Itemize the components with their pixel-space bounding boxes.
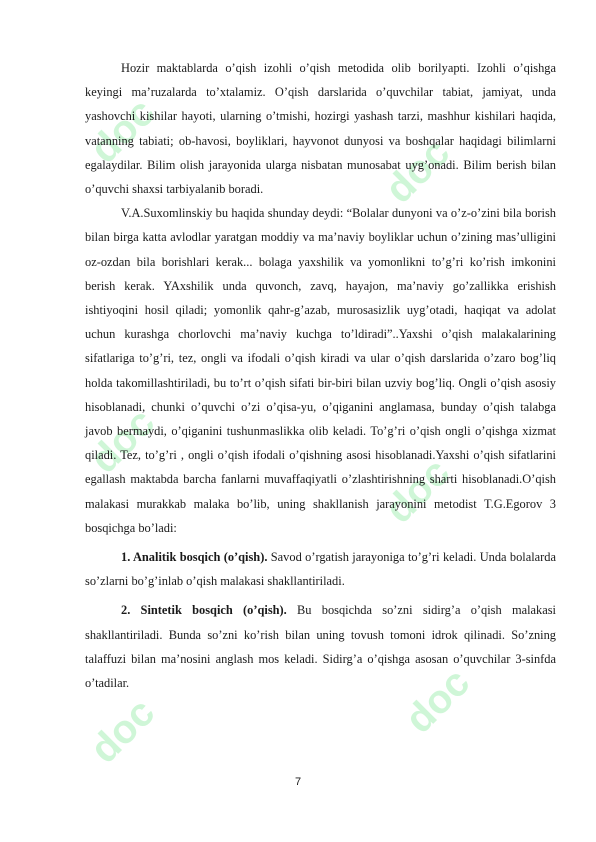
step-paragraph	[85, 545, 556, 593]
watermark-text: doc	[81, 400, 164, 482]
watermark-text: doc	[376, 130, 459, 212]
step-title: 1. Analitik bosqich (o’qish).	[121, 550, 268, 565]
watermark-text: doc	[81, 90, 164, 172]
step-text: Bu bosqichda so’zni sidirg’a o’qish malakasi shakllantiriladi. Bunda so’zni ko’rish bilan uning tovush tomoni idrok qilinadi. So’zning talaffuzi bilan ma’nosini anglash mos keladi. Sidirg’a o’qishga asosan o’quvchilar 3-sinfda o’tadilar.	[85, 603, 556, 691]
paragraph: Hozir maktablarda o’qish izohli o’qish metodida olib borilyapti. Izohli o’qishga keyingi ma’ruzalarda to’xtalamiz. O’qish darslarida o’quvchilar tabiat, jamiyat, unda yashovchi kishilar hayoti, ularning o’tmishi, hozirgi yashash tarzi, mashhur kishilari haqida, vatanning tabiati; ob-havosi, boyliklari, hayvonot dunyosi va boshqalar haqidagi bilimlarni egalaydilar. Bilim olish jarayonida ularga nisbatan munosabat uyg’onadi. Bilim berish bilan o’quvchi shaxsi tarbiyalanib boradi.	[85, 61, 556, 197]
paragraph: V.A.Suxomlinskiy bu haqida shunday deydi: “Bolalar dunyoni va o’z-o’zini bila borish bilan birga katta avlodlar yaratgan moddiy va ma’naviy boyliklar uchun o’zining mas’ulligini oz-ozdan bila borishlari kerak... bolaga yaxshilik va yomonlikni to’g’ri ko’rish imkonini berish kerak. YAxshilik unda quvonch, zavq, hayajon, ma’naviy go’zallikka erishish ishtiyoqini hosil qiladi; yomonlik qahr-g’azab, murosasizlik uyg’otadi, haqiqat va adolat uchun kurashga chorlovchi ma’naviy kuchga to’ldiradi”..Yaxshi o’qish malakalarining sifatlariga to’g’ri, tez, ongli va ifodali o’qish kiradi va ular o’qish darslarida o’zaro bog’liq holda takomillashtiriladi, bu to’rt o’qish sifati bir-biri bilan uzviy bog’liq. Ongli o’qish asosiy hisoblanadi, chunki o’quvchi o’zi o’qisa-yu, o’qiganini anglamasa, bunday o’qish talabga javob bermaydi, o’qiganini tushunmaslikka olib keladi. To’g’ri o’qish ongli o’qishga xizmat qiladi. Tez, to’g’ri , ongli o’qish ifodali o’qishning asosi hisoblanadi.Yaxshi o’qish sifatlarini egallash maktabda barcha fanlarni muvaffaqiyatli o’zlashtirishning sharti hisoblanadi.O’qish malakasi murakkab malaka bo’lib, uning shakllanish jarayonini metodist T.G.Egorov 3 bosqichga bo’ladi:	[85, 206, 556, 535]
watermark-text: doc	[376, 450, 459, 532]
step-text: Savod o’rgatish jarayoniga to’g’ri keladi. Unda bolalarda so’zlarni bo’g’inlab o’qish malakasi shakllantiriladi.	[85, 550, 556, 589]
step-paragraph	[85, 598, 556, 695]
page-number: 7	[294, 776, 302, 788]
watermark-text: doc	[81, 690, 164, 772]
document-body	[85, 56, 556, 695]
watermark-text: doc	[396, 660, 479, 742]
step-title: 2. Sintetik bosqich (o’qish).	[121, 603, 287, 618]
